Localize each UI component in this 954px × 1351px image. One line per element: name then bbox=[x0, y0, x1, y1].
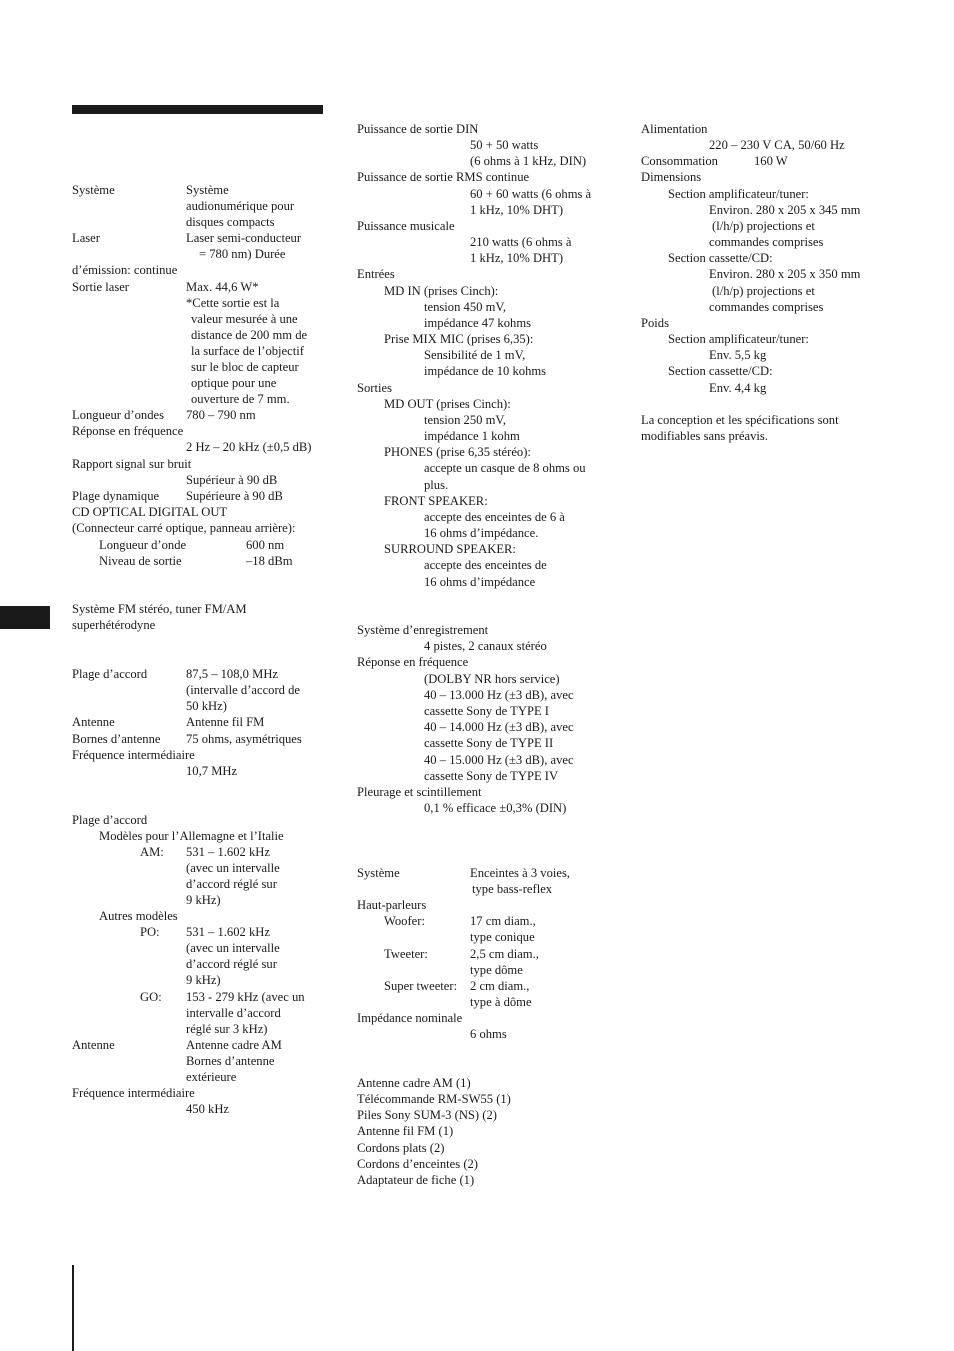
col2-spec-line: Antenne cadre AM (1) bbox=[357, 1076, 471, 1090]
col3-spec-line: commandes comprises bbox=[709, 235, 824, 249]
col1-spec-line: Antenne bbox=[72, 715, 115, 729]
col1-spec-line: 75 ohms, asymétriques bbox=[186, 732, 302, 746]
col2-spec-line: 2 cm diam., bbox=[470, 979, 530, 993]
col1-spec-line: réglé sur 3 kHz) bbox=[186, 1022, 268, 1036]
col2-spec-line: FRONT SPEAKER: bbox=[384, 494, 488, 508]
col1-spec-line: d’émission: continue bbox=[72, 263, 178, 277]
col1-spec-line: Plage dynamique bbox=[72, 489, 160, 503]
col1-spec-line: audionumérique pour bbox=[186, 199, 295, 213]
col2-spec-line: Adaptateur de fiche (1) bbox=[357, 1173, 475, 1187]
col1-spec-line: Antenne cadre AM bbox=[186, 1038, 282, 1052]
margin-rule bbox=[72, 1265, 74, 1351]
col1-spec-line: CD OPTICAL DIGITAL OUT bbox=[72, 505, 228, 519]
col1-spec-line: Fréquence intermédiaire bbox=[72, 748, 195, 762]
col2-spec-line: (DOLBY NR hors service) bbox=[424, 672, 560, 686]
col3-spec-line: Section cassette/CD: bbox=[668, 251, 773, 265]
col1-spec-line: PO: bbox=[140, 925, 160, 939]
col2-spec-line: 60 + 60 watts (6 ohms à bbox=[470, 187, 592, 201]
col2-spec-line: Piles Sony SUM-3 (NS) (2) bbox=[357, 1108, 497, 1122]
col1-spec-line: intervalle d’accord bbox=[186, 1006, 281, 1020]
col1-spec-line: 10,7 MHz bbox=[186, 764, 238, 778]
col3-spec-line: (l/h/p) projections et bbox=[712, 284, 815, 298]
col3-spec-line: Consommation bbox=[641, 154, 718, 168]
col2-spec-line: Sensibilité de 1 mV, bbox=[424, 348, 526, 362]
col2-spec-line: Enceintes à 3 voies, bbox=[470, 866, 571, 880]
col2-spec-line: impédance 47 kohms bbox=[424, 316, 532, 330]
col1-spec-line: Longueur d’onde bbox=[99, 538, 187, 552]
col3-spec-line: (l/h/p) projections et bbox=[712, 219, 815, 233]
col2-spec-line: Sorties bbox=[357, 381, 392, 395]
col3-spec-line: Alimentation bbox=[641, 122, 708, 136]
col2-spec-line: cassette Sony de TYPE II bbox=[424, 736, 554, 750]
col2-spec-line: SURROUND SPEAKER: bbox=[384, 542, 516, 556]
col2-spec-line: Système bbox=[357, 866, 400, 880]
col3-spec-line: Section cassette/CD: bbox=[668, 364, 773, 378]
col2-spec-line: Antenne fil FM (1) bbox=[357, 1124, 454, 1138]
col2-spec-line: Puissance de sortie RMS continue bbox=[357, 170, 530, 184]
col1-spec-line: Bornes d’antenne bbox=[72, 732, 161, 746]
col3-spec-line: Env. 4,4 kg bbox=[709, 381, 767, 395]
col1-spec-line: Système bbox=[186, 183, 229, 197]
col2-spec-line: accepte des enceintes de 6 à bbox=[424, 510, 565, 524]
col1-spec-line: 2 Hz – 20 kHz (±0,5 dB) bbox=[186, 440, 312, 454]
col2-spec-line: 16 ohms d’impédance bbox=[424, 575, 536, 589]
col1-spec-line: Laser bbox=[72, 231, 100, 245]
col2-spec-line: impédance 1 kohm bbox=[424, 429, 520, 443]
col3-spec-line: Poids bbox=[641, 316, 669, 330]
col1-spec-line: (Connecteur carré optique, panneau arrière): bbox=[72, 521, 296, 535]
col2-spec-line: Système d’enregistrement bbox=[357, 623, 489, 637]
col1-spec-line: 153 - 279 kHz (avec un bbox=[186, 990, 305, 1004]
col2-spec-line: 50 + 50 watts bbox=[470, 138, 539, 152]
col2-spec-line: impédance de 10 kohms bbox=[424, 364, 547, 378]
col3-spec-line: Env. 5,5 kg bbox=[709, 348, 767, 362]
col1-spec-line: Modèles pour l’Allemagne et l’Italie bbox=[99, 829, 284, 843]
col2-spec-line: type à dôme bbox=[470, 995, 532, 1009]
col1-spec-line: Bornes d’antenne bbox=[186, 1054, 275, 1068]
col2-spec-line: accepte un casque de 8 ohms ou bbox=[424, 461, 586, 475]
col1-spec-line: Niveau de sortie bbox=[99, 554, 182, 568]
col1-spec-line: –18 dBm bbox=[246, 554, 293, 568]
col1-spec-line: = 780 nm) Durée bbox=[199, 247, 286, 261]
col2-spec-line: Puissance de sortie DIN bbox=[357, 122, 479, 136]
col3-spec-line: Section amplificateur/tuner: bbox=[668, 187, 809, 201]
col2-spec-line: type bass-reflex bbox=[472, 882, 553, 896]
col1-spec-line: *Cette sortie est la bbox=[186, 296, 280, 310]
col2-spec-line: 0,1 % efficace ±0,3% (DIN) bbox=[424, 801, 567, 815]
col2-spec-line: MD IN (prises Cinch): bbox=[384, 284, 499, 298]
col2-spec-line: tension 450 mV, bbox=[424, 300, 506, 314]
col2-spec-line: Prise MIX MIC (prises 6,35): bbox=[384, 332, 534, 346]
col2-spec-line: Tweeter: bbox=[384, 947, 428, 961]
col1-spec-line: Système FM stéréo, tuner FM/AM bbox=[72, 602, 247, 616]
col2-spec-line: 4 pistes, 2 canaux stéréo bbox=[424, 639, 547, 653]
col1-spec-line: (intervalle d’accord de bbox=[186, 683, 300, 697]
col1-spec-line: Plage d’accord bbox=[72, 813, 148, 827]
col2-spec-line: 1 kHz, 10% DHT) bbox=[470, 203, 564, 217]
col3-spec-line: Dimensions bbox=[641, 170, 702, 184]
col2-spec-line: Entrées bbox=[357, 267, 395, 281]
col1-spec-line: Max. 44,6 W* bbox=[186, 280, 259, 294]
col3-spec-line: 160 W bbox=[754, 154, 788, 168]
col2-spec-line: 210 watts (6 ohms à bbox=[470, 235, 572, 249]
col1-spec-line: GO: bbox=[140, 990, 162, 1004]
col1-spec-line: Réponse en fréquence bbox=[72, 424, 184, 438]
col3-spec-line: modifiables sans préavis. bbox=[641, 429, 768, 443]
col1-spec-line: valeur mesurée à une bbox=[191, 312, 298, 326]
col1-spec-line: 600 nm bbox=[246, 538, 285, 552]
col1-spec-line: Plage d’accord bbox=[72, 667, 148, 681]
col2-spec-line: type dôme bbox=[470, 963, 523, 977]
col1-spec-line: optique pour une bbox=[191, 376, 277, 390]
col2-spec-line: Télécommande RM-SW55 (1) bbox=[357, 1092, 511, 1106]
col2-spec-line: 40 – 14.000 Hz (±3 dB), avec bbox=[424, 720, 574, 734]
section-header-bar bbox=[72, 105, 323, 114]
col1-spec-line: Supérieure à 90 dB bbox=[186, 489, 283, 503]
col2-spec-line: Pleurage et scintillement bbox=[357, 785, 482, 799]
col1-spec-line: Longueur d’ondes bbox=[72, 408, 164, 422]
col2-spec-line: (6 ohms à 1 kHz, DIN) bbox=[470, 154, 587, 168]
col2-spec-line: Puissance musicale bbox=[357, 219, 455, 233]
col1-spec-line: Système bbox=[72, 183, 115, 197]
col2-spec-line: Cordons plats (2) bbox=[357, 1141, 445, 1155]
col1-spec-line: 780 – 790 nm bbox=[186, 408, 256, 422]
col2-spec-line: 1 kHz, 10% DHT) bbox=[470, 251, 564, 265]
col2-spec-line: Cordons d’enceintes (2) bbox=[357, 1157, 479, 1171]
col2-spec-line: MD OUT (prises Cinch): bbox=[384, 397, 511, 411]
col1-spec-line: extérieure bbox=[186, 1070, 237, 1084]
col2-spec-line: tension 250 mV, bbox=[424, 413, 506, 427]
col2-spec-line: accepte des enceintes de bbox=[424, 558, 547, 572]
col1-spec-line: (avec un intervalle bbox=[186, 941, 280, 955]
col2-spec-line: Réponse en fréquence bbox=[357, 655, 469, 669]
col2-spec-line: 16 ohms d’impédance. bbox=[424, 526, 539, 540]
col3-spec-line: commandes comprises bbox=[709, 300, 824, 314]
col1-spec-line: Rapport signal sur bruit bbox=[72, 457, 192, 471]
col1-spec-line: distance de 200 mm de bbox=[191, 328, 308, 342]
col1-spec-line: Sortie laser bbox=[72, 280, 130, 294]
col1-spec-line: 9 kHz) bbox=[186, 973, 221, 987]
col1-spec-line: sur le bloc de capteur bbox=[191, 360, 299, 374]
col2-spec-line: Woofer: bbox=[384, 914, 425, 928]
col1-spec-line: 50 kHz) bbox=[186, 699, 227, 713]
col3-spec-line: 220 – 230 V CA, 50/60 Hz bbox=[709, 138, 845, 152]
col1-spec-line: disques compacts bbox=[186, 215, 275, 229]
side-index-tab bbox=[0, 606, 50, 629]
col1-spec-line: 9 kHz) bbox=[186, 893, 221, 907]
col2-spec-line: type conique bbox=[470, 930, 535, 944]
col1-spec-line: la surface de l’objectif bbox=[191, 344, 304, 358]
col1-spec-line: Antenne bbox=[72, 1038, 115, 1052]
col1-spec-line: Antenne fil FM bbox=[186, 715, 265, 729]
col3-spec-line: Environ. 280 x 205 x 350 mm bbox=[709, 267, 861, 281]
col2-spec-line: plus. bbox=[424, 478, 449, 492]
col1-spec-line: d’accord réglé sur bbox=[186, 877, 277, 891]
col2-spec-line: cassette Sony de TYPE I bbox=[424, 704, 549, 718]
col2-spec-line: cassette Sony de TYPE IV bbox=[424, 769, 559, 783]
col2-spec-line: 17 cm diam., bbox=[470, 914, 536, 928]
col1-spec-line: d’accord réglé sur bbox=[186, 957, 277, 971]
col1-spec-line: AM: bbox=[140, 845, 164, 859]
col1-spec-line: superhétérodyne bbox=[72, 618, 156, 632]
col1-spec-line: Autres modèles bbox=[99, 909, 178, 923]
col1-spec-line: 87,5 – 108,0 MHz bbox=[186, 667, 278, 681]
col2-spec-line: 2,5 cm diam., bbox=[470, 947, 539, 961]
col3-spec-line: Environ. 280 x 205 x 345 mm bbox=[709, 203, 861, 217]
col1-spec-line: Supérieur à 90 dB bbox=[186, 473, 278, 487]
col1-spec-line: (avec un intervalle bbox=[186, 861, 280, 875]
col1-spec-line: 531 – 1.602 kHz bbox=[186, 925, 270, 939]
col1-spec-line: Laser semi-conducteur bbox=[186, 231, 302, 245]
col1-spec-line: 531 – 1.602 kHz bbox=[186, 845, 270, 859]
col1-spec-line: 450 kHz bbox=[186, 1102, 230, 1116]
col2-spec-line: Super tweeter: bbox=[384, 979, 458, 993]
col2-spec-line: PHONES (prise 6,35 stéréo): bbox=[384, 445, 531, 459]
col3-spec-line: Section amplificateur/tuner: bbox=[668, 332, 809, 346]
col1-spec-line: Fréquence intermédiaire bbox=[72, 1086, 195, 1100]
col3-spec-line: La conception et les spécifications sont bbox=[641, 413, 839, 427]
col2-spec-line: 40 – 15.000 Hz (±3 dB), avec bbox=[424, 753, 574, 767]
col2-spec-line: 40 – 13.000 Hz (±3 dB), avec bbox=[424, 688, 574, 702]
col1-spec-line: ouverture de 7 mm. bbox=[191, 392, 290, 406]
col2-spec-line: Haut-parleurs bbox=[357, 898, 427, 912]
col2-spec-line: 6 ohms bbox=[470, 1027, 507, 1041]
col2-spec-line: Impédance nominale bbox=[357, 1011, 463, 1025]
